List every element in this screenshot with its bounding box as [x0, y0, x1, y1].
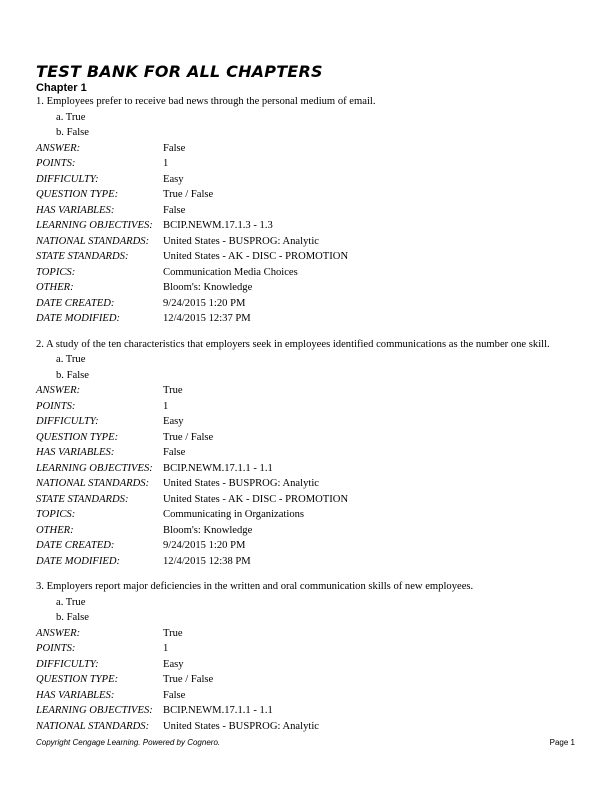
metadata-label: POINTS:: [36, 158, 76, 169]
metadata-label: DATE MODIFIED:: [36, 313, 121, 324]
metadata-value: False: [163, 689, 186, 701]
metadata-row: [36, 141, 596, 157]
metadata-row: [36, 445, 596, 461]
metadata-value: BCIP.NEWM.17.1.3 - 1.3: [163, 220, 273, 231]
metadata-row: [36, 523, 596, 539]
metadata-row: [36, 461, 596, 477]
metadata-row: [36, 218, 596, 234]
metadata-row: [36, 187, 596, 203]
metadata-value: Easy: [163, 416, 184, 427]
metadata-row: [36, 172, 596, 188]
metadata-value: 1: [163, 643, 169, 654]
metadata-row: [36, 672, 596, 688]
metadata-label: DIFFICULTY:: [36, 416, 99, 427]
metadata-label: POINTS:: [36, 643, 76, 654]
metadata-label: HAS VARIABLES:: [36, 447, 115, 458]
answer-option: a. True: [56, 354, 86, 365]
metadata-value: Communication Media Choices: [163, 266, 298, 278]
metadata-value: Communicating in Organizations: [163, 509, 305, 520]
metadata-label: ANSWER:: [36, 627, 81, 639]
metadata-value: United States - BUSPROG: Analytic: [163, 235, 319, 247]
metadata-row: [36, 280, 596, 296]
metadata-value: 1: [163, 400, 169, 412]
metadata-value: United States - BUSPROG: Analytic: [163, 720, 319, 732]
metadata-value: 12/4/2015 12:37 PM: [163, 313, 251, 324]
metadata-label: LEARNING OBJECTIVES:: [36, 705, 153, 716]
metadata-row: [36, 249, 596, 265]
metadata-label: DIFFICULTY:: [36, 658, 99, 670]
metadata-row: [36, 554, 596, 570]
metadata-label: LEARNING OBJECTIVES:: [36, 462, 153, 474]
question-list: [36, 94, 596, 734]
question-block: [36, 337, 596, 570]
chapter-heading: Chapter 1: [36, 82, 87, 94]
metadata-label: ANSWER:: [36, 385, 81, 396]
metadata-label: DATE MODIFIED:: [36, 555, 121, 567]
metadata-row: [36, 688, 596, 704]
metadata-row: [36, 414, 596, 430]
metadata-row: [36, 399, 596, 415]
metadata-value: True / False: [163, 674, 214, 685]
page-number: Page 1: [549, 738, 575, 747]
metadata-label: DIFFICULTY:: [36, 173, 99, 185]
metadata-value: United States - BUSPROG: Analytic: [163, 478, 319, 489]
metadata-row: [36, 265, 596, 281]
metadata-value: True: [163, 627, 183, 639]
metadata-label: DATE CREATED:: [36, 297, 115, 309]
metadata-label: OTHER:: [36, 524, 74, 536]
metadata-row: [36, 156, 596, 172]
metadata-label: POINTS:: [36, 400, 76, 412]
metadata-value: BCIP.NEWM.17.1.1 - 1.1: [163, 462, 273, 474]
answer-option: a. True: [56, 111, 86, 123]
answer-option: b. False: [56, 612, 89, 623]
metadata-label: DATE CREATED:: [36, 540, 115, 551]
document-title: TEST BANK FOR ALL CHAPTERS: [36, 62, 323, 81]
metadata-value: Easy: [163, 173, 184, 185]
metadata-row: [36, 383, 596, 399]
question-block: [36, 579, 596, 734]
metadata-value: 12/4/2015 12:38 PM: [163, 555, 251, 567]
metadata-value: 9/24/2015 1:20 PM: [163, 540, 246, 551]
footer-copyright: Copyright Cengage Learning. Powered by Cognero.: [36, 738, 221, 747]
metadata-label: LEARNING OBJECTIVES:: [36, 220, 153, 231]
metadata-value: False: [163, 142, 186, 154]
metadata-label: QUESTION TYPE:: [36, 189, 119, 200]
metadata-value: True / False: [163, 189, 214, 200]
page-footer: [36, 738, 575, 748]
metadata-label: TOPICS:: [36, 266, 76, 278]
metadata-row: [36, 507, 596, 523]
metadata-label: QUESTION TYPE:: [36, 431, 119, 443]
metadata-row: [36, 703, 596, 719]
metadata-label: HAS VARIABLES:: [36, 204, 115, 216]
metadata-value: False: [163, 204, 186, 216]
question-block: [36, 94, 596, 327]
metadata-label: STATE STANDARDS:: [36, 493, 129, 505]
metadata-label: NATIONAL STANDARDS:: [36, 478, 150, 489]
answer-option: a. True: [56, 596, 86, 608]
question-spacer: [36, 569, 596, 579]
metadata-row: [36, 719, 596, 735]
metadata-value: True: [163, 385, 183, 396]
metadata-label: NATIONAL STANDARDS:: [36, 720, 150, 732]
metadata-value: BCIP.NEWM.17.1.1 - 1.1: [163, 705, 273, 716]
metadata-label: QUESTION TYPE:: [36, 674, 119, 685]
metadata-value: Bloom's: Knowledge: [163, 282, 253, 293]
metadata-row: [36, 476, 596, 492]
metadata-value: United States - AK - DISC - PROMOTION: [163, 493, 349, 505]
metadata-value: True / False: [163, 431, 214, 443]
metadata-label: OTHER:: [36, 282, 74, 293]
metadata-row: [36, 538, 596, 554]
metadata-value: 9/24/2015 1:20 PM: [163, 297, 246, 309]
question-text: 3. Employers report major deficiencies in the written and oral communication skills of new employees.: [36, 581, 474, 592]
answer-option: b. False: [56, 369, 89, 381]
metadata-label: STATE STANDARDS:: [36, 251, 129, 262]
metadata-label: TOPICS:: [36, 509, 76, 520]
metadata-value: United States - AK - DISC - PROMOTION: [163, 251, 349, 262]
metadata-row: [36, 492, 596, 508]
question-spacer: [36, 327, 596, 337]
metadata-row: [36, 203, 596, 219]
metadata-label: HAS VARIABLES:: [36, 689, 115, 701]
metadata-value: Bloom's: Knowledge: [163, 524, 253, 536]
metadata-value: False: [163, 447, 186, 458]
question-text: 2. A study of the ten characteristics that employers seek in employees identified communications as the number one skill.: [36, 338, 550, 350]
metadata-row: [36, 626, 596, 642]
question-text: 1. Employees prefer to receive bad news through the personal medium of email.: [36, 96, 376, 107]
metadata-row: [36, 234, 596, 250]
metadata-value: Easy: [163, 658, 184, 670]
metadata-row: [36, 296, 596, 312]
metadata-value: 1: [163, 158, 169, 169]
answer-option: b. False: [56, 127, 89, 138]
metadata-row: [36, 657, 596, 673]
metadata-row: [36, 311, 596, 327]
metadata-row: [36, 430, 596, 446]
metadata-row: [36, 641, 596, 657]
metadata-label: NATIONAL STANDARDS:: [36, 235, 150, 247]
metadata-label: ANSWER:: [36, 142, 81, 154]
